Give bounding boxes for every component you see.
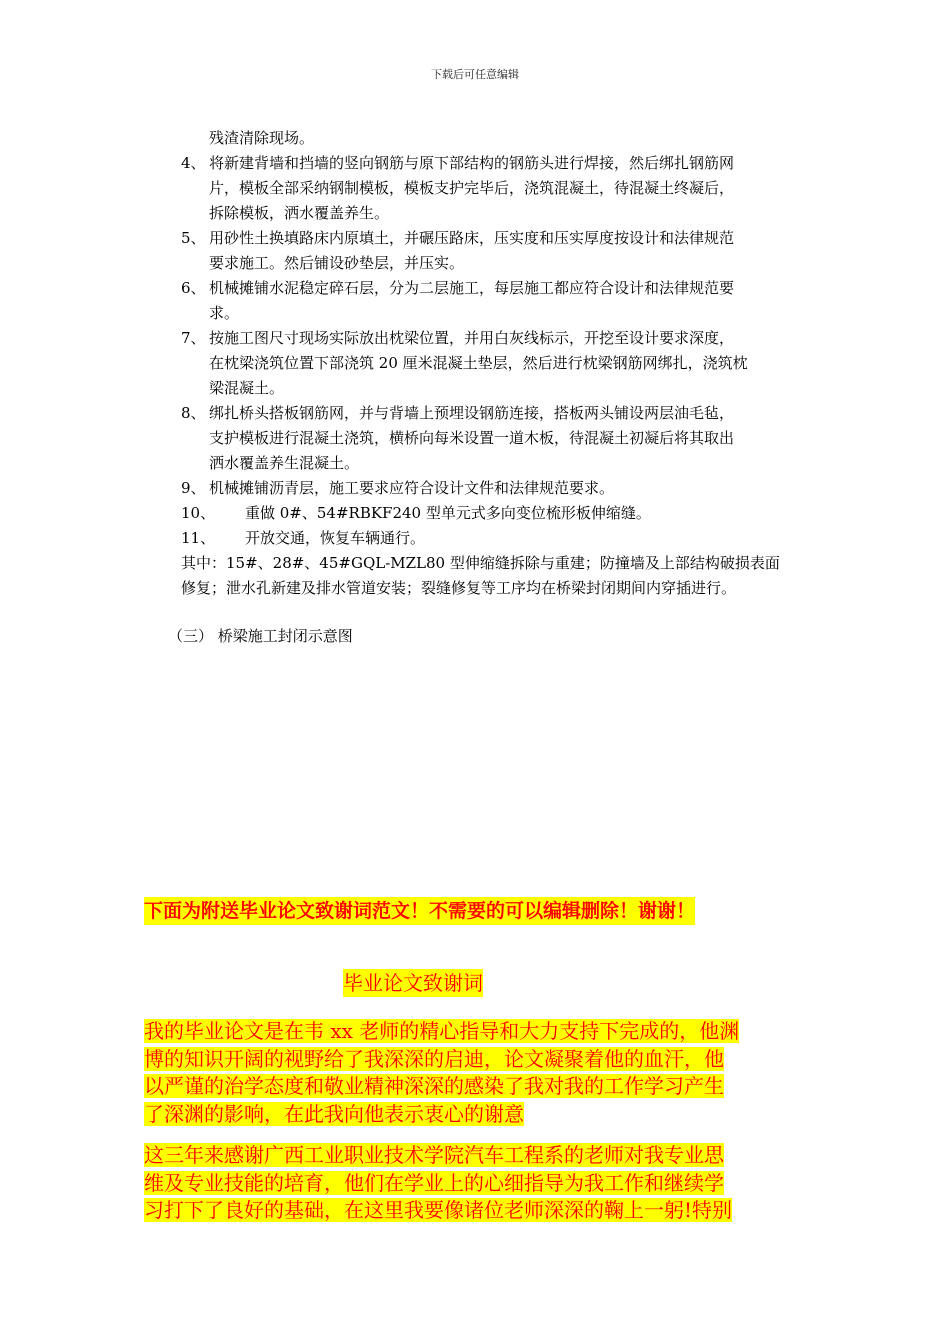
ack-p2-line-3: 习打下了良好的基础，在这里我要像诸位老师深深的鞠上一躬!特别 [144,1198,733,1222]
step-11-number: 11、 [181,529,216,547]
ack-paragraph-2 [144,1142,810,1225]
step-8-line-2: 支护模板进行混凝土浇筑，横桥向每米设置一道木板，待混凝土初凝后将其取出 [209,429,735,447]
step-8-line-1: 绑扎桥头搭板钢筋网，并与背墙上预埋设钢筋连接，搭板两头铺设两层油毛毡， [209,404,735,422]
step-5-line-2: 要求施工。然后铺设砂垫层，并压实。 [209,254,465,272]
step-10-number: 10、 [181,504,216,522]
page-header: 下载后可任意编辑 [431,68,519,81]
ack-p1-line-3: 以严谨的治学态度和敬业精神深深的感染了我对我的工作学习产生 [144,1074,724,1098]
step-6-line-2: 求。 [209,304,240,322]
step-9-line-1: 机械摊铺沥青层，施工要求应符合设计文件和法律规范要求。 [209,479,615,497]
step-11-line-1: 开放交通，恢复车辆通行。 [245,529,426,547]
step-5-line-1: 用砂性土换填路床内原填土，并碾压路床，压实度和压实厚度按设计和法律规范 [209,229,735,247]
step-7-number: 7、 [181,329,206,347]
step-7-line-1: 按施工图尺寸现场实际放出枕梁位置，并用白灰线标示，开挖至设计要求深度， [209,329,735,347]
step-7-line-2: 在枕梁浇筑位置下部浇筑 20 厘米混凝土垫层，然后进行枕梁钢筋网绑扎，浇筑枕 [209,354,748,372]
appendix-banner: 下面为附送毕业论文致谢词范文！不需要的可以编辑删除！谢谢！ [144,897,695,925]
ack-p2-line-2: 维及专业技能的培育，他们在学业上的心细指导为我工作和继续学 [144,1170,724,1195]
ack-p1-line-4: 了深渊的影响，在此我向他表示衷心的谢意 [144,1101,524,1126]
ack-p1-line-1: 我的毕业论文是在韦 xx 老师的精心指导和大力支持下完成的，他渊 [144,1019,740,1043]
note-line-2: 修复；泄水孔新建及排水管道安装；裂缝修复等工序均在桥梁封闭期间内穿插进行。 [181,579,737,597]
step-4-line-1: 将新建背墙和挡墙的竖向钢筋与原下部结构的钢筋头进行焊接，然后绑扎钢筋网 [209,154,735,172]
step-4-line-2: 片，模板全部采纳钢制模板，模板支护完毕后，浇筑混凝土，待混凝土终凝后， [209,179,735,197]
step-10-line-1: 重做 0#、54#RBKF240 型单元式多向变位梳形板伸缩缝。 [245,504,651,522]
ack-p2-line-1: 这三年来感谢广西工业职业技术学院汽车工程系的老师对我专业思 [144,1143,724,1167]
section-title: （三） 桥梁施工封闭示意图 [168,627,353,645]
step-8-number: 8、 [181,404,206,422]
step-8-line-3: 洒水覆盖养生混凝土。 [209,454,360,472]
ack-p1-line-2: 博的知识开阔的视野给了我深深的启迪，论文凝聚着他的血汗，他 [144,1046,724,1071]
ack-title: 毕业论文致谢词 [343,971,483,995]
step-4-number: 4、 [181,154,206,172]
step-4-line-3: 拆除模板，洒水覆盖养生。 [209,204,390,222]
step-5-number: 5、 [181,229,206,247]
step-6-line-1: 机械摊铺水泥稳定碎石层，分为二层施工，每层施工都应符合设计和法律规范要 [209,279,735,297]
step-3-line-1: 残渣清除现场。 [209,129,315,147]
ack-paragraph-1 [144,1018,810,1128]
step-6-number: 6、 [181,279,206,297]
step-7-line-3: 梁混凝土。 [209,379,285,397]
note-line-1: 其中：15#、28#、45#GQL-MZL80 型伸缩缝拆除与重建；防撞墙及上部结构破损表面 [181,554,780,572]
step-9-number: 9、 [181,479,206,497]
